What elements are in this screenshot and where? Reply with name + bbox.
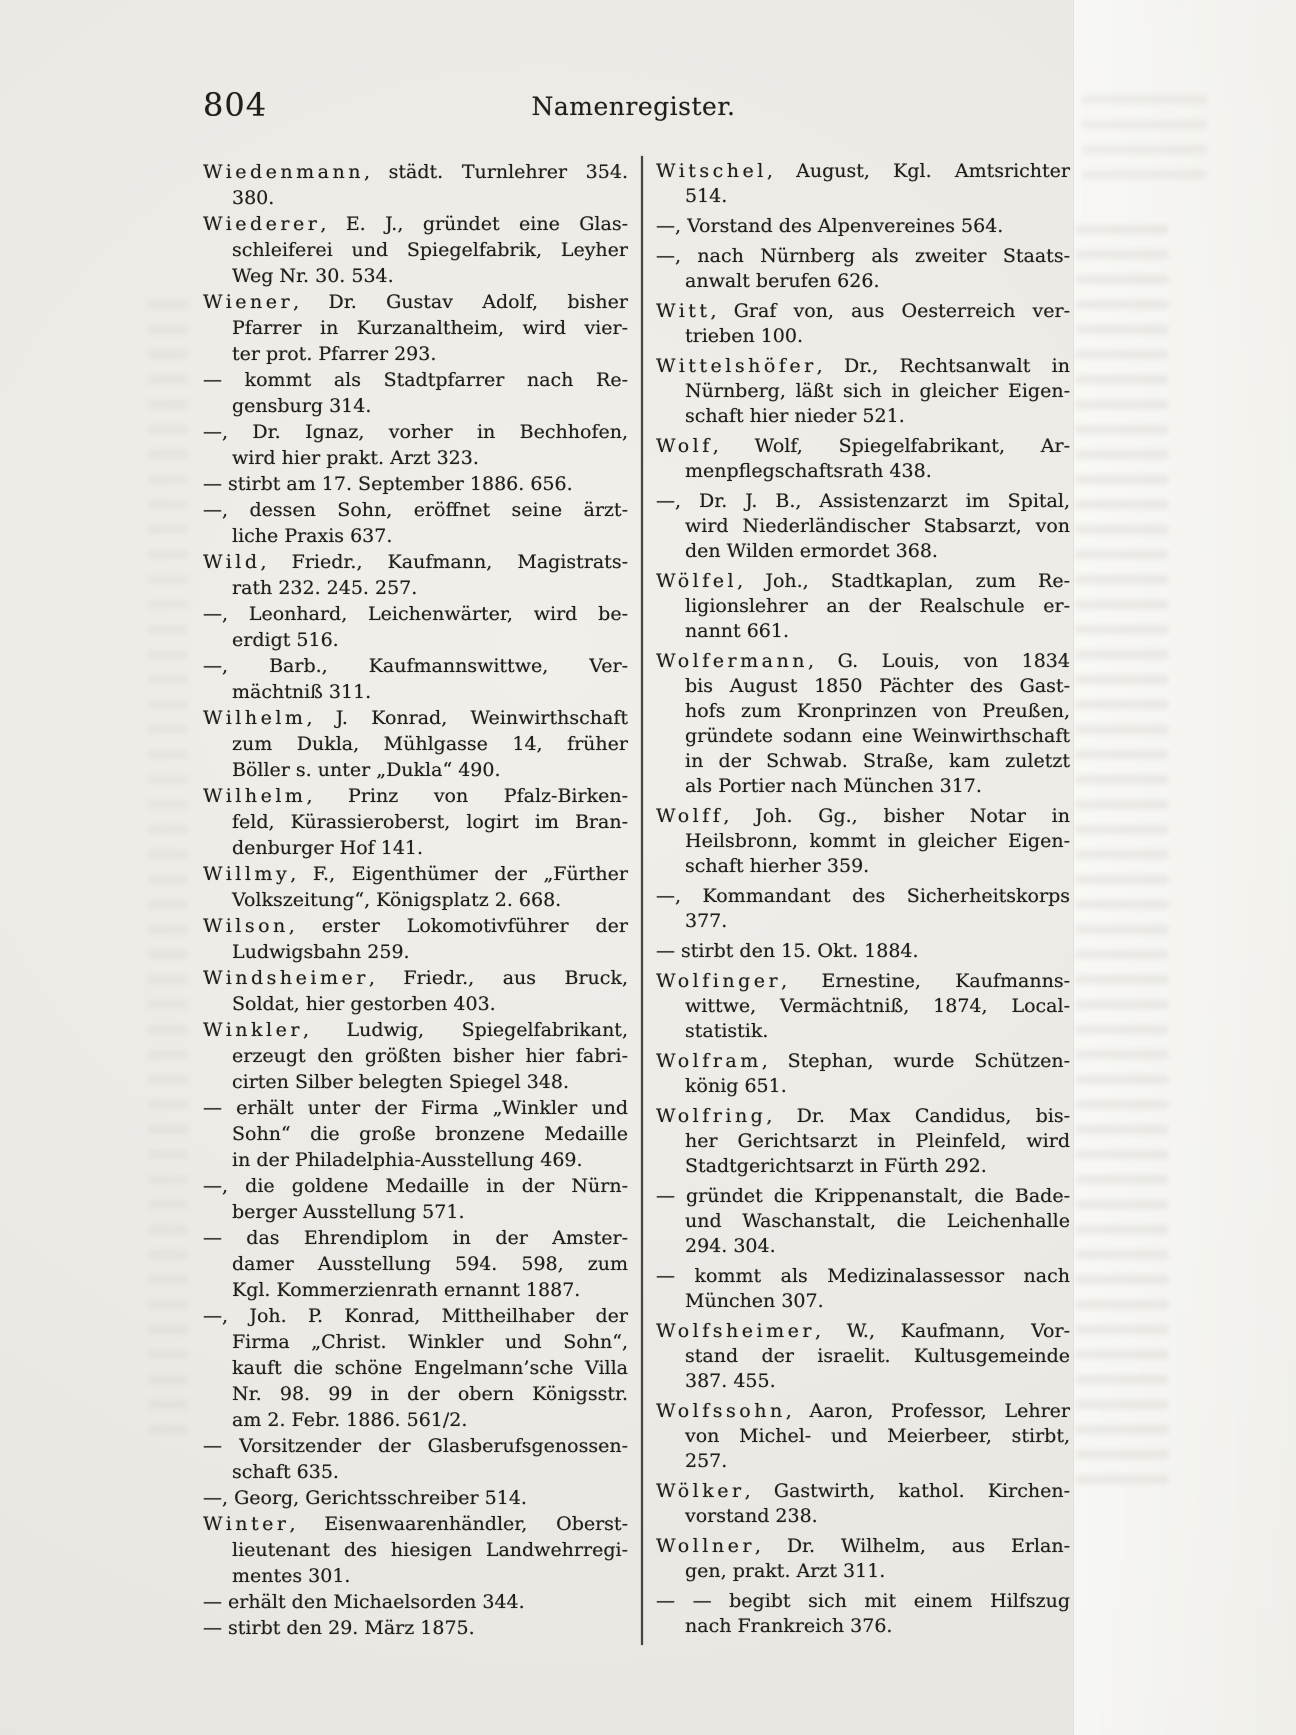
entry-first-line: —, Dr. Ignaz, vorher in Bechhofen,: [203, 421, 628, 443]
entry-first-line: Wiederer, E. J., gründet eine Glas-: [203, 213, 628, 235]
entry-first-line: —, die goldene Medaille in der Nürn-: [203, 1175, 628, 1197]
page-title: Namenregister.: [531, 92, 736, 121]
index-entry: [203, 965, 628, 1017]
index-entry: [203, 601, 628, 653]
entry-first-line: Windsheimer, Friedr., aus Bruck,: [203, 967, 628, 989]
entry-continuation-line: gründete sodann eine Weinwirthschaft: [685, 725, 1070, 747]
index-entry: [656, 299, 1070, 349]
entry-first-line: — stirbt den 15. Okt. 1884.: [656, 940, 919, 962]
entry-continuation-line: rath 232. 245. 257.: [232, 577, 418, 599]
entry-continuation-line: nannt 661.: [685, 620, 790, 642]
entry-continuation-line: ligionslehrer an der Realschule er-: [685, 595, 1070, 617]
entry-head-name: Wiedenmann: [203, 161, 364, 183]
entry-head-name: Winter: [203, 1513, 290, 1535]
entry-first-line: — erhält unter der Firma „Winkler und: [203, 1097, 628, 1119]
entry-continuation-line: 514.: [685, 185, 728, 207]
entry-first-line: — Vorsitzender der Glasberufsgenossen-: [203, 1435, 628, 1457]
index-entry: [203, 1485, 628, 1511]
bleed-through-artifact: [1076, 225, 1168, 1495]
index-entry: [656, 1534, 1070, 1584]
entry-first-line: Wiener, Dr. Gustav Adolf, bisher: [203, 291, 628, 313]
entry-continuation-line: am 2. Febr. 1886. 561/2.: [232, 1409, 468, 1431]
entry-head-name: Wolfram: [656, 1050, 762, 1072]
entry-first-line: — erhält den Michaelsorden 344.: [203, 1591, 525, 1613]
entry-continuation-line: lieutenant des hiesigen Landwehrregi-: [232, 1539, 628, 1561]
entry-continuation-line: her Gerichtsarzt in Pleinfeld, wird: [685, 1130, 1070, 1152]
entry-continuation-line: nach Frankreich 376.: [685, 1615, 893, 1637]
entry-continuation-line: in der Schwab. Straße, kam zuletzt: [685, 750, 1070, 772]
entry-continuation-line: Ludwigsbahn 259.: [232, 941, 410, 963]
entry-head-name: Wittelshöfer: [656, 355, 817, 377]
entry-continuation-line: gensburg 314.: [232, 395, 372, 417]
index-entry: [203, 289, 628, 367]
entry-first-line: — — begibt sich mit einem Hilfszug: [656, 1590, 1070, 1612]
entry-continuation-line: München 307.: [685, 1290, 824, 1312]
entry-head-name: Wiederer: [203, 213, 321, 235]
entry-head-name: Wolfermann: [656, 650, 808, 672]
index-entry: [656, 649, 1070, 799]
index-entry: [203, 1511, 628, 1589]
index-entry: [203, 705, 628, 783]
entry-continuation-line: Weg Nr. 30. 534.: [232, 265, 394, 287]
index-entry: [656, 214, 1070, 239]
entry-continuation-line: 294. 304.: [685, 1235, 776, 1257]
entry-head-name: Wilhelm: [203, 785, 307, 807]
entry-head-name: Winkler: [203, 1019, 303, 1041]
index-column-left: [203, 159, 628, 1641]
entry-first-line: —, Vorstand des Alpenvereines 564.: [656, 215, 1004, 237]
entry-continuation-line: als Portier nach München 317.: [685, 775, 982, 797]
entry-continuation-line: in der Philadelphia-Ausstellung 469.: [232, 1149, 583, 1171]
bleed-through-artifact: [1082, 95, 1207, 180]
index-entry: [656, 244, 1070, 294]
entry-head-name: Windsheimer: [203, 967, 369, 989]
entry-continuation-line: mentes 301.: [232, 1565, 351, 1587]
index-entry: [203, 653, 628, 705]
entry-first-line: Wilson, erster Lokomotivführer der: [203, 915, 628, 937]
index-entry: [656, 1184, 1070, 1259]
index-entry: [656, 569, 1070, 644]
entry-head-name: Wölfel: [656, 570, 738, 592]
entry-first-line: Wolfermann, G. Louis, von 1834: [656, 650, 1070, 672]
bleed-through-artifact: [148, 300, 188, 1450]
entry-first-line: — das Ehrendiplom in der Amster-: [203, 1227, 628, 1249]
entry-first-line: Winter, Eisenwaarenhändler, Oberst-: [203, 1513, 628, 1535]
index-entry: [656, 1264, 1070, 1314]
entry-continuation-line: Sohn“ die große bronzene Medaille: [232, 1123, 628, 1145]
entry-continuation-line: Volkszeitung“, Königsplatz 2. 668.: [232, 889, 562, 911]
entry-continuation-line: schaft hierher 359.: [685, 855, 870, 877]
entry-first-line: Wolf, Wolf, Spiegelfabrikant, Ar-: [656, 435, 1070, 457]
entry-continuation-line: von Michel- und Meierbeer, stirbt,: [685, 1425, 1070, 1447]
entry-continuation-line: stand der israelit. Kultusgemeinde: [685, 1345, 1070, 1367]
index-entry: [203, 1095, 628, 1173]
entry-first-line: Wilhelm, Prinz von Pfalz-Birken-: [203, 785, 628, 807]
index-entry: [203, 211, 628, 289]
entry-continuation-line: damer Ausstellung 594. 598, zum: [232, 1253, 628, 1275]
index-entry: [203, 913, 628, 965]
entry-continuation-line: Firma „Christ. Winkler und Sohn“,: [232, 1331, 628, 1353]
entry-head-name: Wild: [203, 551, 261, 573]
index-entry: [203, 367, 628, 419]
entry-first-line: Wollner, Dr. Wilhelm, aus Erlan-: [656, 1535, 1070, 1557]
index-entry: [203, 1589, 628, 1615]
column-divider: [641, 156, 643, 1645]
entry-head-name: Witt: [656, 300, 711, 322]
entry-continuation-line: zum Dukla, Mühlgasse 14, früher: [232, 733, 628, 755]
entry-continuation-line: Soldat, hier gestorben 403.: [232, 993, 496, 1015]
entry-first-line: Wolfring, Dr. Max Candidus, bis-: [656, 1105, 1070, 1127]
entry-continuation-line: vorstand 238.: [685, 1505, 818, 1527]
entry-first-line: —, dessen Sohn, eröffnet seine ärzt-: [203, 499, 628, 521]
entry-first-line: —, nach Nürnberg als zweiter Staats-: [656, 245, 1070, 267]
index-entry: [203, 419, 628, 471]
entry-first-line: Wilhelm, J. Konrad, Weinwirthschaft: [203, 707, 628, 729]
entry-head-name: Wiener: [203, 291, 294, 313]
entry-first-line: Winkler, Ludwig, Spiegelfabrikant,: [203, 1019, 628, 1041]
index-entry: [656, 1399, 1070, 1474]
entry-first-line: Wittelshöfer, Dr., Rechtsanwalt in: [656, 355, 1070, 377]
entry-first-line: —, Dr. J. B., Assistenzarzt im Spital,: [656, 490, 1070, 512]
entry-continuation-line: liche Praxis 637.: [232, 525, 393, 547]
entry-continuation-line: ter prot. Pfarrer 293.: [232, 343, 437, 365]
entry-continuation-line: Heilsbronn, kommt in gleicher Eigen-: [685, 830, 1070, 852]
entry-continuation-line: statistik.: [685, 1020, 769, 1042]
entry-continuation-line: Böller s. unter „Dukla“ 490.: [232, 759, 501, 781]
entry-continuation-line: Nr. 98. 99 in der obern Königsstr.: [232, 1383, 628, 1405]
index-entry: [203, 1225, 628, 1303]
index-entry: [656, 489, 1070, 564]
entry-head-name: Wollner: [656, 1535, 755, 1557]
index-entry: [656, 1104, 1070, 1179]
entry-first-line: —, Barb., Kaufmannswittwe, Ver-: [203, 655, 628, 677]
entry-continuation-line: 380.: [232, 187, 275, 209]
entry-first-line: Wolfsheimer, W., Kaufmann, Vor-: [656, 1320, 1070, 1342]
entry-continuation-line: den Wilden ermordet 368.: [685, 540, 938, 562]
index-entry: [656, 1479, 1070, 1529]
entry-continuation-line: 387. 455.: [685, 1370, 776, 1392]
entry-continuation-line: erzeugt den größten bisher hier fabri-: [232, 1045, 628, 1067]
entry-continuation-line: cirten Silber belegten Spiegel 348.: [232, 1071, 570, 1093]
entry-continuation-line: Pfarrer in Kurzanaltheim, wird vier-: [232, 317, 628, 339]
entry-first-line: Wolfinger, Ernestine, Kaufmanns-: [656, 970, 1070, 992]
index-entry: [656, 354, 1070, 429]
index-entry: [203, 1615, 628, 1641]
index-entry: [656, 1589, 1070, 1639]
entry-continuation-line: wittwe, Vermächtniß, 1874, Local-: [685, 995, 1070, 1017]
entry-head-name: Wilhelm: [203, 707, 307, 729]
entry-first-line: — stirbt am 17. September 1886. 656.: [203, 473, 573, 495]
entry-continuation-line: kauft die schöne Engelmann’sche Villa: [232, 1357, 628, 1379]
entry-head-name: Witschel: [656, 160, 767, 182]
index-entry: [203, 1173, 628, 1225]
index-entry: [203, 1017, 628, 1095]
entry-continuation-line: feld, Kürassieroberst, logirt im Bran-: [232, 811, 628, 833]
entry-first-line: Wölfel, Joh., Stadtkaplan, zum Re-: [656, 570, 1070, 592]
index-entry: [656, 884, 1070, 934]
entry-head-name: Wolf: [656, 435, 713, 457]
entry-continuation-line: erdigt 516.: [232, 629, 339, 651]
entry-continuation-line: und Waschanstalt, die Leichenhalle: [685, 1210, 1070, 1232]
entry-continuation-line: schaft 635.: [232, 1461, 339, 1483]
entry-continuation-line: schleiferei und Spiegelfabrik, Leyher: [232, 239, 628, 261]
entry-continuation-line: 257.: [685, 1450, 728, 1472]
entry-first-line: — kommt als Medizinalassessor nach: [656, 1265, 1070, 1287]
entry-head-name: Wölker: [656, 1480, 745, 1502]
index-entry: [203, 861, 628, 913]
index-entry: [656, 804, 1070, 879]
index-entry: [656, 434, 1070, 484]
entry-continuation-line: wird hier prakt. Arzt 323.: [232, 447, 479, 469]
index-entry: [656, 939, 1070, 964]
index-entry: [656, 969, 1070, 1044]
entry-continuation-line: gen, prakt. Arzt 311.: [685, 1560, 886, 1582]
entry-first-line: Willmy, F., Eigenthümer der „Fürther: [203, 863, 628, 885]
index-column-right: [656, 159, 1070, 1639]
entry-first-line: — kommt als Stadtpfarrer nach Re-: [203, 369, 628, 391]
entry-continuation-line: könig 651.: [685, 1075, 787, 1097]
entry-first-line: Wolfssohn, Aaron, Professor, Lehrer: [656, 1400, 1070, 1422]
entry-continuation-line: menpflegschaftsrath 438.: [685, 460, 932, 482]
entry-head-name: Wolfring: [656, 1105, 767, 1127]
entry-first-line: — gründet die Krippenanstalt, die Bade-: [656, 1185, 1070, 1207]
entry-continuation-line: trieben 100.: [685, 325, 804, 347]
index-entry: [656, 1049, 1070, 1099]
index-entry: [656, 1319, 1070, 1394]
index-entry: [203, 783, 628, 861]
index-entry: [203, 497, 628, 549]
entry-continuation-line: schaft hier nieder 521.: [685, 405, 905, 427]
index-entry: [656, 159, 1070, 209]
entry-head-name: Wolfinger: [656, 970, 782, 992]
entry-head-name: Wolfssohn: [656, 1400, 786, 1422]
entry-continuation-line: mächtniß 311.: [232, 681, 372, 703]
entry-continuation-line: hofs zum Kronprinzen von Preußen,: [685, 700, 1070, 722]
entry-head-name: Wilson: [203, 915, 289, 937]
entry-first-line: Wolfram, Stephan, wurde Schützen-: [656, 1050, 1070, 1072]
entry-first-line: — stirbt den 29. März 1875.: [203, 1617, 475, 1639]
entry-continuation-line: Nürnberg, läßt sich in gleicher Eigen-: [685, 380, 1070, 402]
entry-first-line: Wölker, Gastwirth, kathol. Kirchen-: [656, 1480, 1070, 1502]
index-entry: [203, 471, 628, 497]
entry-first-line: Wiedenmann, städt. Turnlehrer 354.: [203, 161, 628, 183]
entry-first-line: —, Joh. P. Konrad, Mittheilhaber der: [203, 1305, 628, 1327]
entry-continuation-line: wird Niederländischer Stabsarzt, von: [685, 515, 1070, 537]
entry-continuation-line: anwalt berufen 626.: [685, 270, 880, 292]
page-number: 804: [203, 86, 268, 124]
entry-head-name: Wolfsheimer: [656, 1320, 815, 1342]
index-entry: [203, 1303, 628, 1433]
index-entry: [203, 1433, 628, 1485]
entry-first-line: Wolff, Joh. Gg., bisher Notar in: [656, 805, 1070, 827]
entry-head-name: Willmy: [203, 863, 291, 885]
entry-first-line: Wild, Friedr., Kaufmann, Magistrats-: [203, 551, 628, 573]
index-entry: [203, 159, 628, 211]
entry-first-line: Witt, Graf von, aus Oesterreich ver-: [656, 300, 1070, 322]
entry-first-line: —, Kommandant des Sicherheitskorps: [656, 885, 1070, 907]
entry-first-line: —, Georg, Gerichtsschreiber 514.: [203, 1487, 527, 1509]
entry-continuation-line: Stadtgerichtsarzt in Fürth 292.: [685, 1155, 987, 1177]
entry-first-line: —, Leonhard, Leichenwärter, wird be-: [203, 603, 628, 625]
entry-continuation-line: berger Ausstellung 571.: [232, 1201, 465, 1223]
entry-head-name: Wolff: [656, 805, 724, 827]
index-entry: [203, 549, 628, 601]
entry-continuation-line: denburger Hof 141.: [232, 837, 424, 859]
entry-continuation-line: bis August 1850 Pächter des Gast-: [685, 675, 1070, 697]
entry-continuation-line: Kgl. Kommerzienrath ernannt 1887.: [232, 1279, 581, 1301]
entry-continuation-line: 377.: [685, 910, 728, 932]
entry-first-line: Witschel, August, Kgl. Amtsrichter: [656, 160, 1070, 182]
